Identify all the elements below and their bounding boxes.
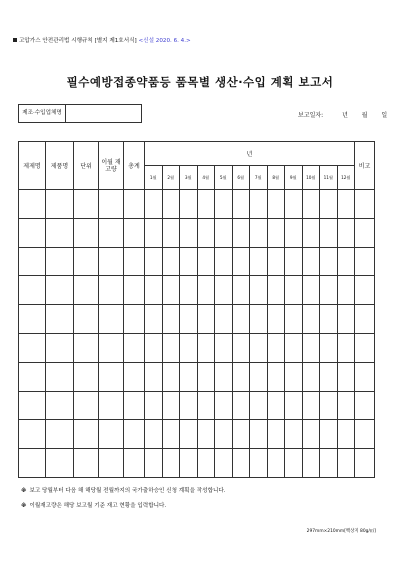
table-cell[interactable] (285, 276, 303, 305)
table-cell[interactable] (267, 218, 285, 247)
table-cell[interactable] (197, 333, 215, 362)
table-cell[interactable] (19, 247, 46, 276)
table-cell[interactable] (46, 218, 74, 247)
table-cell[interactable] (250, 247, 268, 276)
table-cell[interactable] (320, 391, 338, 420)
table-cell[interactable] (250, 391, 268, 420)
header-month: 8월 (267, 166, 285, 190)
table-cell[interactable] (162, 449, 180, 478)
table-cell[interactable] (46, 449, 74, 478)
header-month: 6월 (232, 166, 250, 190)
table-cell[interactable] (232, 333, 250, 362)
table-cell[interactable] (302, 247, 320, 276)
form-header-revision: <신설 2020. 6. 4.> (138, 38, 191, 44)
table-cell[interactable] (302, 391, 320, 420)
table-row (19, 391, 375, 420)
table-cell[interactable] (145, 305, 163, 334)
header-month: 2월 (162, 166, 180, 190)
table-cell[interactable] (145, 362, 163, 391)
table-cell[interactable] (232, 218, 250, 247)
table-cell[interactable] (355, 391, 375, 420)
report-date-label: 보고일자: (298, 112, 324, 119)
maker-field[interactable] (18, 104, 142, 123)
table-cell[interactable] (74, 449, 99, 478)
table-cell[interactable] (162, 247, 180, 276)
table-cell[interactable] (320, 218, 338, 247)
table-cell[interactable] (337, 190, 355, 219)
table-cell[interactable] (145, 391, 163, 420)
table-cell[interactable] (320, 362, 338, 391)
table-cell[interactable] (124, 362, 145, 391)
table-cell[interactable] (267, 333, 285, 362)
table-row (19, 362, 375, 391)
paper-spec: 297mm×210mm[백상지 80g/㎡] (306, 529, 376, 534)
table-cell[interactable] (46, 190, 74, 219)
note-2 (21, 501, 166, 509)
table-cell[interactable] (250, 333, 268, 362)
table-cell[interactable] (215, 362, 233, 391)
table-cell[interactable] (267, 391, 285, 420)
table-cell[interactable] (355, 449, 375, 478)
table-cell[interactable] (285, 190, 303, 219)
note-2-mark: ※ (21, 503, 27, 509)
table-cell[interactable] (46, 333, 74, 362)
table-cell[interactable] (197, 218, 215, 247)
note-2-text: 이월재고량은 해당 보고월 기준 재고 현황을 입력합니다. (29, 503, 167, 509)
table-cell[interactable] (337, 391, 355, 420)
table-cell[interactable] (267, 305, 285, 334)
square-bullet-icon (13, 38, 17, 42)
table-cell[interactable] (124, 333, 145, 362)
table-cell[interactable] (46, 362, 74, 391)
table-row (19, 420, 375, 449)
table-cell[interactable] (197, 190, 215, 219)
table-cell[interactable] (285, 420, 303, 449)
table-cell[interactable] (320, 190, 338, 219)
table-cell[interactable] (302, 190, 320, 219)
table-cell[interactable] (302, 362, 320, 391)
table-cell[interactable] (232, 420, 250, 449)
table-cell[interactable] (320, 420, 338, 449)
table-cell[interactable] (285, 391, 303, 420)
table-cell[interactable] (197, 420, 215, 449)
table-cell[interactable] (99, 449, 124, 478)
table-cell[interactable] (250, 218, 268, 247)
table-cell[interactable] (215, 305, 233, 334)
table-cell[interactable] (302, 420, 320, 449)
table-cell[interactable] (215, 276, 233, 305)
table-row (19, 276, 375, 305)
table-cell[interactable] (232, 362, 250, 391)
table-cell[interactable] (180, 218, 198, 247)
header-remarks: 비고 (355, 142, 375, 190)
table-cell[interactable] (302, 449, 320, 478)
table-cell[interactable] (74, 305, 99, 334)
table-cell[interactable] (124, 190, 145, 219)
table-cell[interactable] (267, 190, 285, 219)
table-cell[interactable] (197, 305, 215, 334)
table-cell[interactable] (232, 247, 250, 276)
table-cell[interactable] (197, 449, 215, 478)
table-cell[interactable] (180, 420, 198, 449)
table-cell[interactable] (124, 449, 145, 478)
table-cell[interactable] (197, 391, 215, 420)
table-cell[interactable] (145, 333, 163, 362)
header-month: 12월 (337, 166, 355, 190)
table-cell[interactable] (285, 218, 303, 247)
table-cell[interactable] (320, 305, 338, 334)
table-cell[interactable] (46, 247, 74, 276)
table-cell[interactable] (19, 190, 46, 219)
table-cell[interactable] (124, 247, 145, 276)
table-cell[interactable] (145, 218, 163, 247)
table-cell[interactable] (232, 276, 250, 305)
table-cell[interactable] (320, 449, 338, 478)
table-cell[interactable] (99, 276, 124, 305)
table-cell[interactable] (302, 305, 320, 334)
table-cell[interactable] (250, 420, 268, 449)
header-stock (99, 142, 124, 190)
table-cell[interactable] (285, 362, 303, 391)
table-cell[interactable] (337, 333, 355, 362)
table-cell[interactable] (250, 362, 268, 391)
table-cell[interactable] (337, 420, 355, 449)
table-cell[interactable] (162, 218, 180, 247)
header-month: 10월 (302, 166, 320, 190)
table-cell[interactable] (320, 276, 338, 305)
table-cell[interactable] (180, 247, 198, 276)
table-cell[interactable] (99, 190, 124, 219)
table-cell[interactable] (197, 362, 215, 391)
table-cell[interactable] (124, 305, 145, 334)
table-cell[interactable] (19, 218, 46, 247)
table-cell[interactable] (99, 218, 124, 247)
table-cell[interactable] (355, 333, 375, 362)
header-month: 3월 (180, 166, 198, 190)
page-title: 필수예방접종약품등 품목별 생산·수입 계획 보고서 (66, 75, 334, 89)
table-cell[interactable] (197, 276, 215, 305)
table-cell[interactable] (99, 305, 124, 334)
table-cell[interactable] (355, 247, 375, 276)
table-cell[interactable] (250, 190, 268, 219)
table-cell[interactable] (180, 391, 198, 420)
header-product-name: 제제명 (19, 142, 46, 190)
table-cell[interactable] (145, 247, 163, 276)
note-1-text: 보고 당월부터 다음 해 해당월 전월까지의 국가출하승인 신청 계획을 작성합니다. (29, 488, 226, 494)
table-cell[interactable] (337, 276, 355, 305)
table-cell[interactable] (215, 218, 233, 247)
table-cell[interactable] (320, 333, 338, 362)
table-cell[interactable] (355, 420, 375, 449)
table-cell[interactable] (180, 276, 198, 305)
header-stock-label: 이월 재고량 (101, 158, 121, 173)
table-cell[interactable] (19, 276, 46, 305)
header-month: 11월 (320, 166, 338, 190)
table-row (19, 190, 375, 219)
table-cell[interactable] (267, 247, 285, 276)
table-row (19, 305, 375, 334)
table-cell[interactable] (99, 420, 124, 449)
table-cell[interactable] (162, 305, 180, 334)
table-cell[interactable] (337, 247, 355, 276)
table-row (19, 333, 375, 362)
header-unit: 단위 (74, 142, 99, 190)
table-row (19, 449, 375, 478)
table-cell[interactable] (232, 190, 250, 219)
header-month: 9월 (285, 166, 303, 190)
table-cell[interactable] (337, 305, 355, 334)
table-cell[interactable] (337, 449, 355, 478)
table-cell[interactable] (74, 190, 99, 219)
table-cell[interactable] (250, 276, 268, 305)
table-cell[interactable] (74, 276, 99, 305)
table-cell[interactable] (162, 333, 180, 362)
form-header-prefix: 고압가스 안전관리법 시행규칙 [별지 제1호서식] (19, 38, 137, 44)
table-cell[interactable] (285, 247, 303, 276)
table-cell[interactable] (267, 362, 285, 391)
table-cell[interactable] (19, 420, 46, 449)
table-cell[interactable] (124, 218, 145, 247)
header-year: 년 (145, 142, 355, 166)
table-cell[interactable] (180, 305, 198, 334)
maker-label: 제조·수입업체명 (19, 105, 66, 122)
table-cell[interactable] (74, 362, 99, 391)
table-cell[interactable] (232, 305, 250, 334)
table-cell[interactable] (355, 305, 375, 334)
table-cell[interactable] (267, 449, 285, 478)
report-date-day: 일 (381, 112, 388, 119)
table-cell[interactable] (162, 190, 180, 219)
table-cell[interactable] (337, 362, 355, 391)
table-cell[interactable] (285, 305, 303, 334)
table-cell[interactable] (124, 276, 145, 305)
table-cell[interactable] (197, 247, 215, 276)
header-month: 7월 (250, 166, 268, 190)
header-month: 5월 (215, 166, 233, 190)
table-cell[interactable] (267, 276, 285, 305)
table-cell[interactable] (145, 276, 163, 305)
table-cell[interactable] (180, 190, 198, 219)
plan-table (18, 141, 375, 478)
table-cell[interactable] (180, 333, 198, 362)
table-cell[interactable] (250, 305, 268, 334)
table-cell[interactable] (145, 190, 163, 219)
header-month: 1월 (145, 166, 163, 190)
table-cell[interactable] (19, 362, 46, 391)
table-cell[interactable] (145, 449, 163, 478)
table-row (19, 247, 375, 276)
table-cell[interactable] (232, 449, 250, 478)
table-cell[interactable] (355, 276, 375, 305)
table-cell[interactable] (267, 420, 285, 449)
table-cell[interactable] (99, 333, 124, 362)
table-cell[interactable] (232, 391, 250, 420)
table-cell[interactable] (162, 420, 180, 449)
table-cell[interactable] (180, 362, 198, 391)
report-date-year: 년 (342, 112, 348, 119)
table-cell[interactable] (302, 333, 320, 362)
table-cell[interactable] (74, 391, 99, 420)
table-cell[interactable] (19, 305, 46, 334)
table-cell[interactable] (74, 247, 99, 276)
note-1-mark: ※ (21, 488, 27, 494)
table-cell[interactable] (124, 420, 145, 449)
table-cell[interactable] (46, 420, 74, 449)
table-cell[interactable] (180, 449, 198, 478)
header-month: 4월 (197, 166, 215, 190)
table-cell[interactable] (215, 190, 233, 219)
table-cell[interactable] (215, 247, 233, 276)
report-date (298, 110, 387, 119)
table-cell[interactable] (162, 362, 180, 391)
table-cell[interactable] (355, 218, 375, 247)
table-cell[interactable] (46, 391, 74, 420)
table-cell[interactable] (124, 391, 145, 420)
table-cell[interactable] (355, 190, 375, 219)
table-row (19, 218, 375, 247)
report-date-month: 월 (361, 112, 368, 119)
table-cell[interactable] (355, 362, 375, 391)
table-cell[interactable] (215, 333, 233, 362)
table-cell[interactable] (99, 391, 124, 420)
header-item-name: 제품명 (46, 142, 74, 190)
note-1 (21, 486, 226, 494)
table-cell[interactable] (19, 391, 46, 420)
header-total: 총계 (124, 142, 145, 190)
table-cell[interactable] (99, 247, 124, 276)
table-cell[interactable] (162, 276, 180, 305)
table-cell[interactable] (46, 276, 74, 305)
table-cell[interactable] (74, 333, 99, 362)
table-cell[interactable] (302, 218, 320, 247)
table-cell[interactable] (215, 420, 233, 449)
table-cell[interactable] (19, 333, 46, 362)
table-cell[interactable] (215, 391, 233, 420)
table-cell[interactable] (74, 218, 99, 247)
table-cell[interactable] (162, 391, 180, 420)
table-cell[interactable] (285, 333, 303, 362)
table-cell[interactable] (302, 276, 320, 305)
form-header (13, 36, 191, 44)
table-cell[interactable] (99, 362, 124, 391)
table-cell[interactable] (250, 449, 268, 478)
table-cell[interactable] (337, 218, 355, 247)
table-cell[interactable] (46, 305, 74, 334)
table-cell[interactable] (320, 247, 338, 276)
table-cell[interactable] (215, 449, 233, 478)
table-cell[interactable] (145, 420, 163, 449)
table-cell[interactable] (74, 420, 99, 449)
table-cell[interactable] (285, 449, 303, 478)
table-cell[interactable] (19, 449, 46, 478)
